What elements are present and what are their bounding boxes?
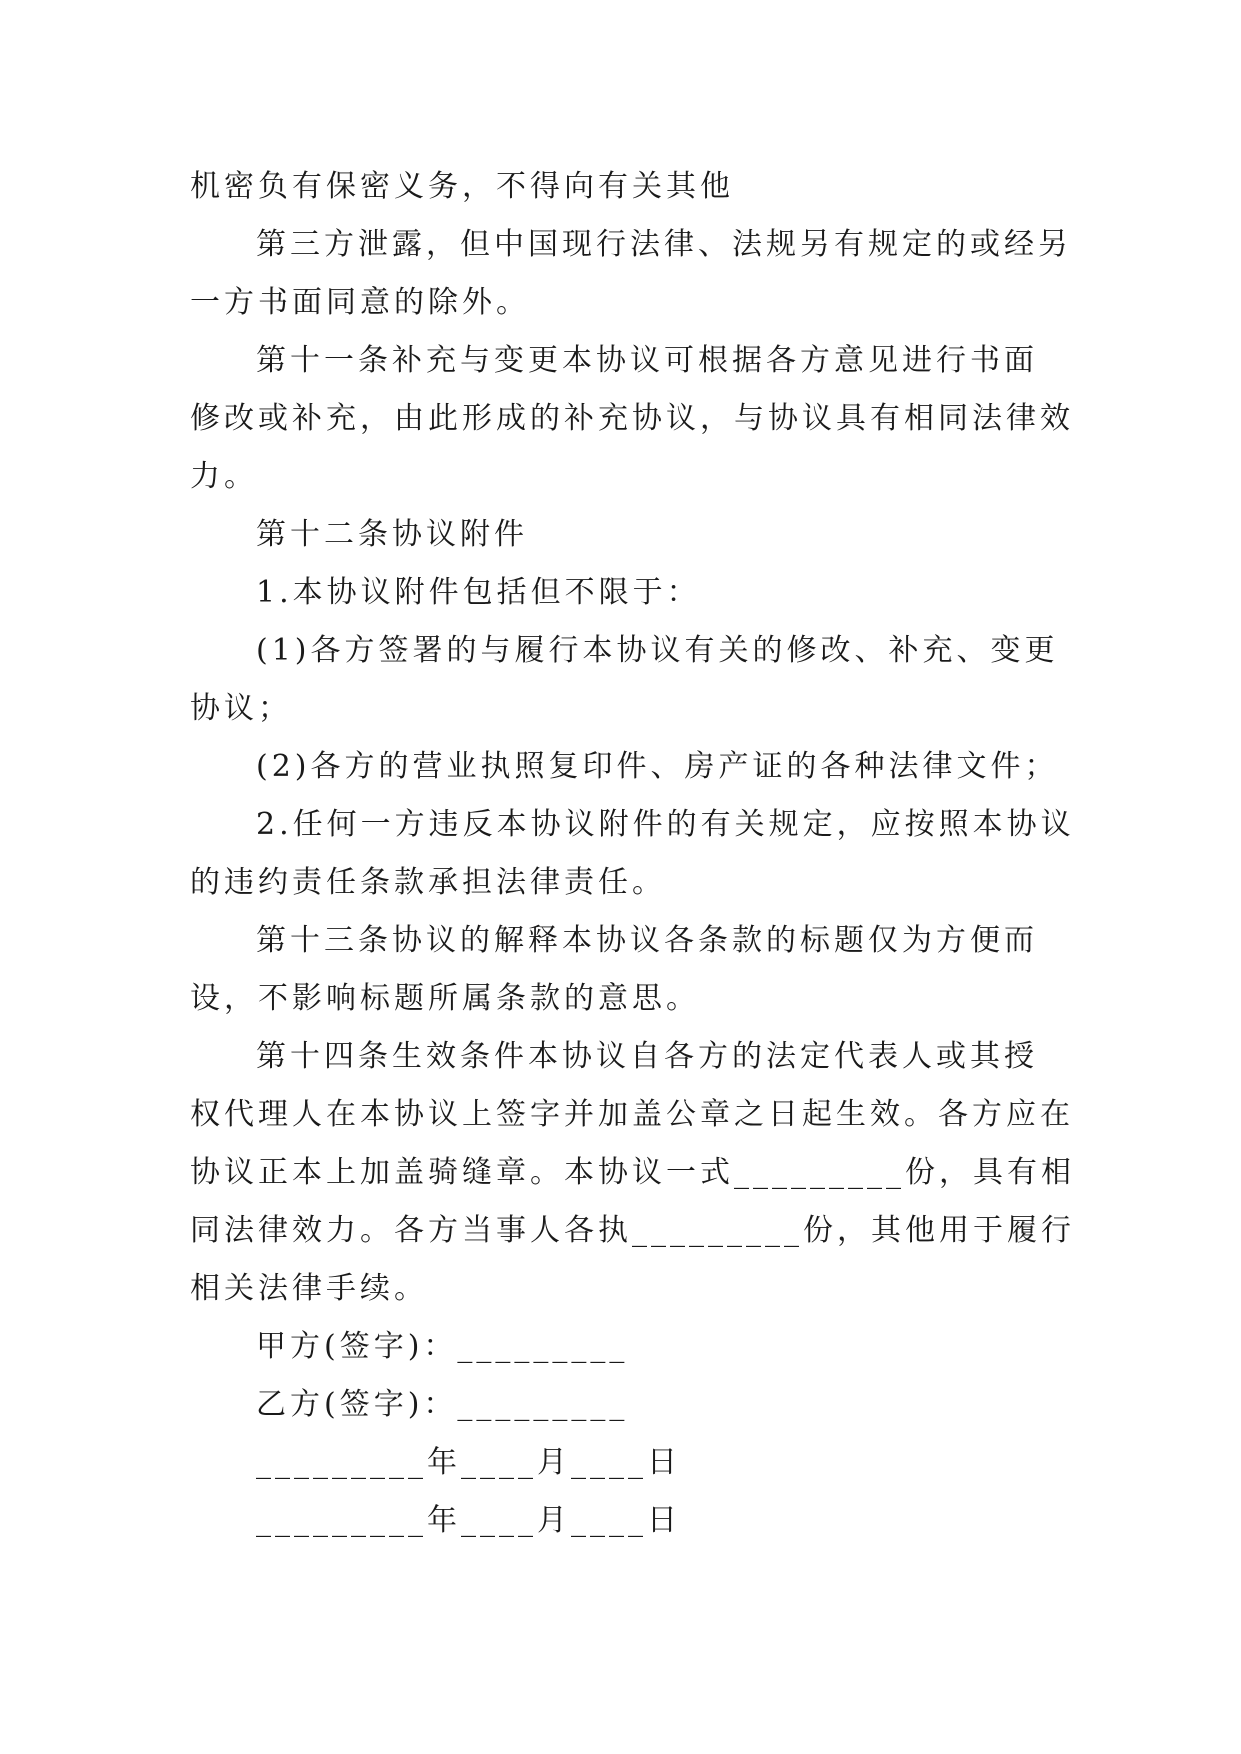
list-item: 1.本协议附件包括但不限于： (256, 575, 701, 610)
document-body (190, 158, 1075, 1550)
article-13-heading-line: 第十三条协议的解释本协议各条款的标题仅为方便而 (256, 923, 1038, 958)
text-line: 的违约责任条款承担法律责任。 (190, 865, 666, 900)
list-subitem: (2)各方的营业执照复印件、房产证的各种法律文件； (256, 749, 1059, 784)
text-line: 机密负有保密义务，不得向有关其他 (190, 169, 734, 204)
text-line: 相关法律手续。 (190, 1271, 428, 1306)
article-12-heading: 第十二条协议附件 (256, 517, 528, 552)
text-line: 修改或补充，由此形成的补充协议，与协议具有相同法律效 (190, 401, 1074, 436)
list-item: 2.任何一方违反本协议附件的有关规定，应按照本协议 (256, 807, 1075, 842)
party-b-signature-line: 乙方(签字)：_________ (256, 1387, 629, 1422)
list-subitem: (1)各方签署的与履行本协议有关的修改、补充、变更 (256, 633, 1059, 668)
text-line: 第三方泄露，但中国现行法律、法规另有规定的或经另 (256, 227, 1072, 262)
text-line: 权代理人在本协议上签字并加盖公章之日起生效。各方应在 (190, 1097, 1074, 1132)
text-line: 力。 (190, 459, 258, 494)
text-line: 协议； (190, 691, 292, 726)
text-line: 一方书面同意的除外。 (190, 285, 530, 320)
text-line: 协议正本上加盖骑缝章。本协议一式_________份，具有相 (190, 1155, 1075, 1190)
text-line: 设，不影响标题所属条款的意思。 (190, 981, 700, 1016)
date-line: _________年____月____日 (256, 1445, 681, 1480)
article-11-heading-line: 第十一条补充与变更本协议可根据各方意见进行书面 (256, 343, 1038, 378)
party-a-signature-line: 甲方(签字)：_________ (256, 1329, 629, 1364)
text-line: 同法律效力。各方当事人各执_________份，其他用于履行 (190, 1213, 1075, 1248)
article-14-heading-line: 第十四条生效条件本协议自各方的法定代表人或其授 (256, 1039, 1038, 1074)
date-line: _________年____月____日 (256, 1503, 681, 1538)
